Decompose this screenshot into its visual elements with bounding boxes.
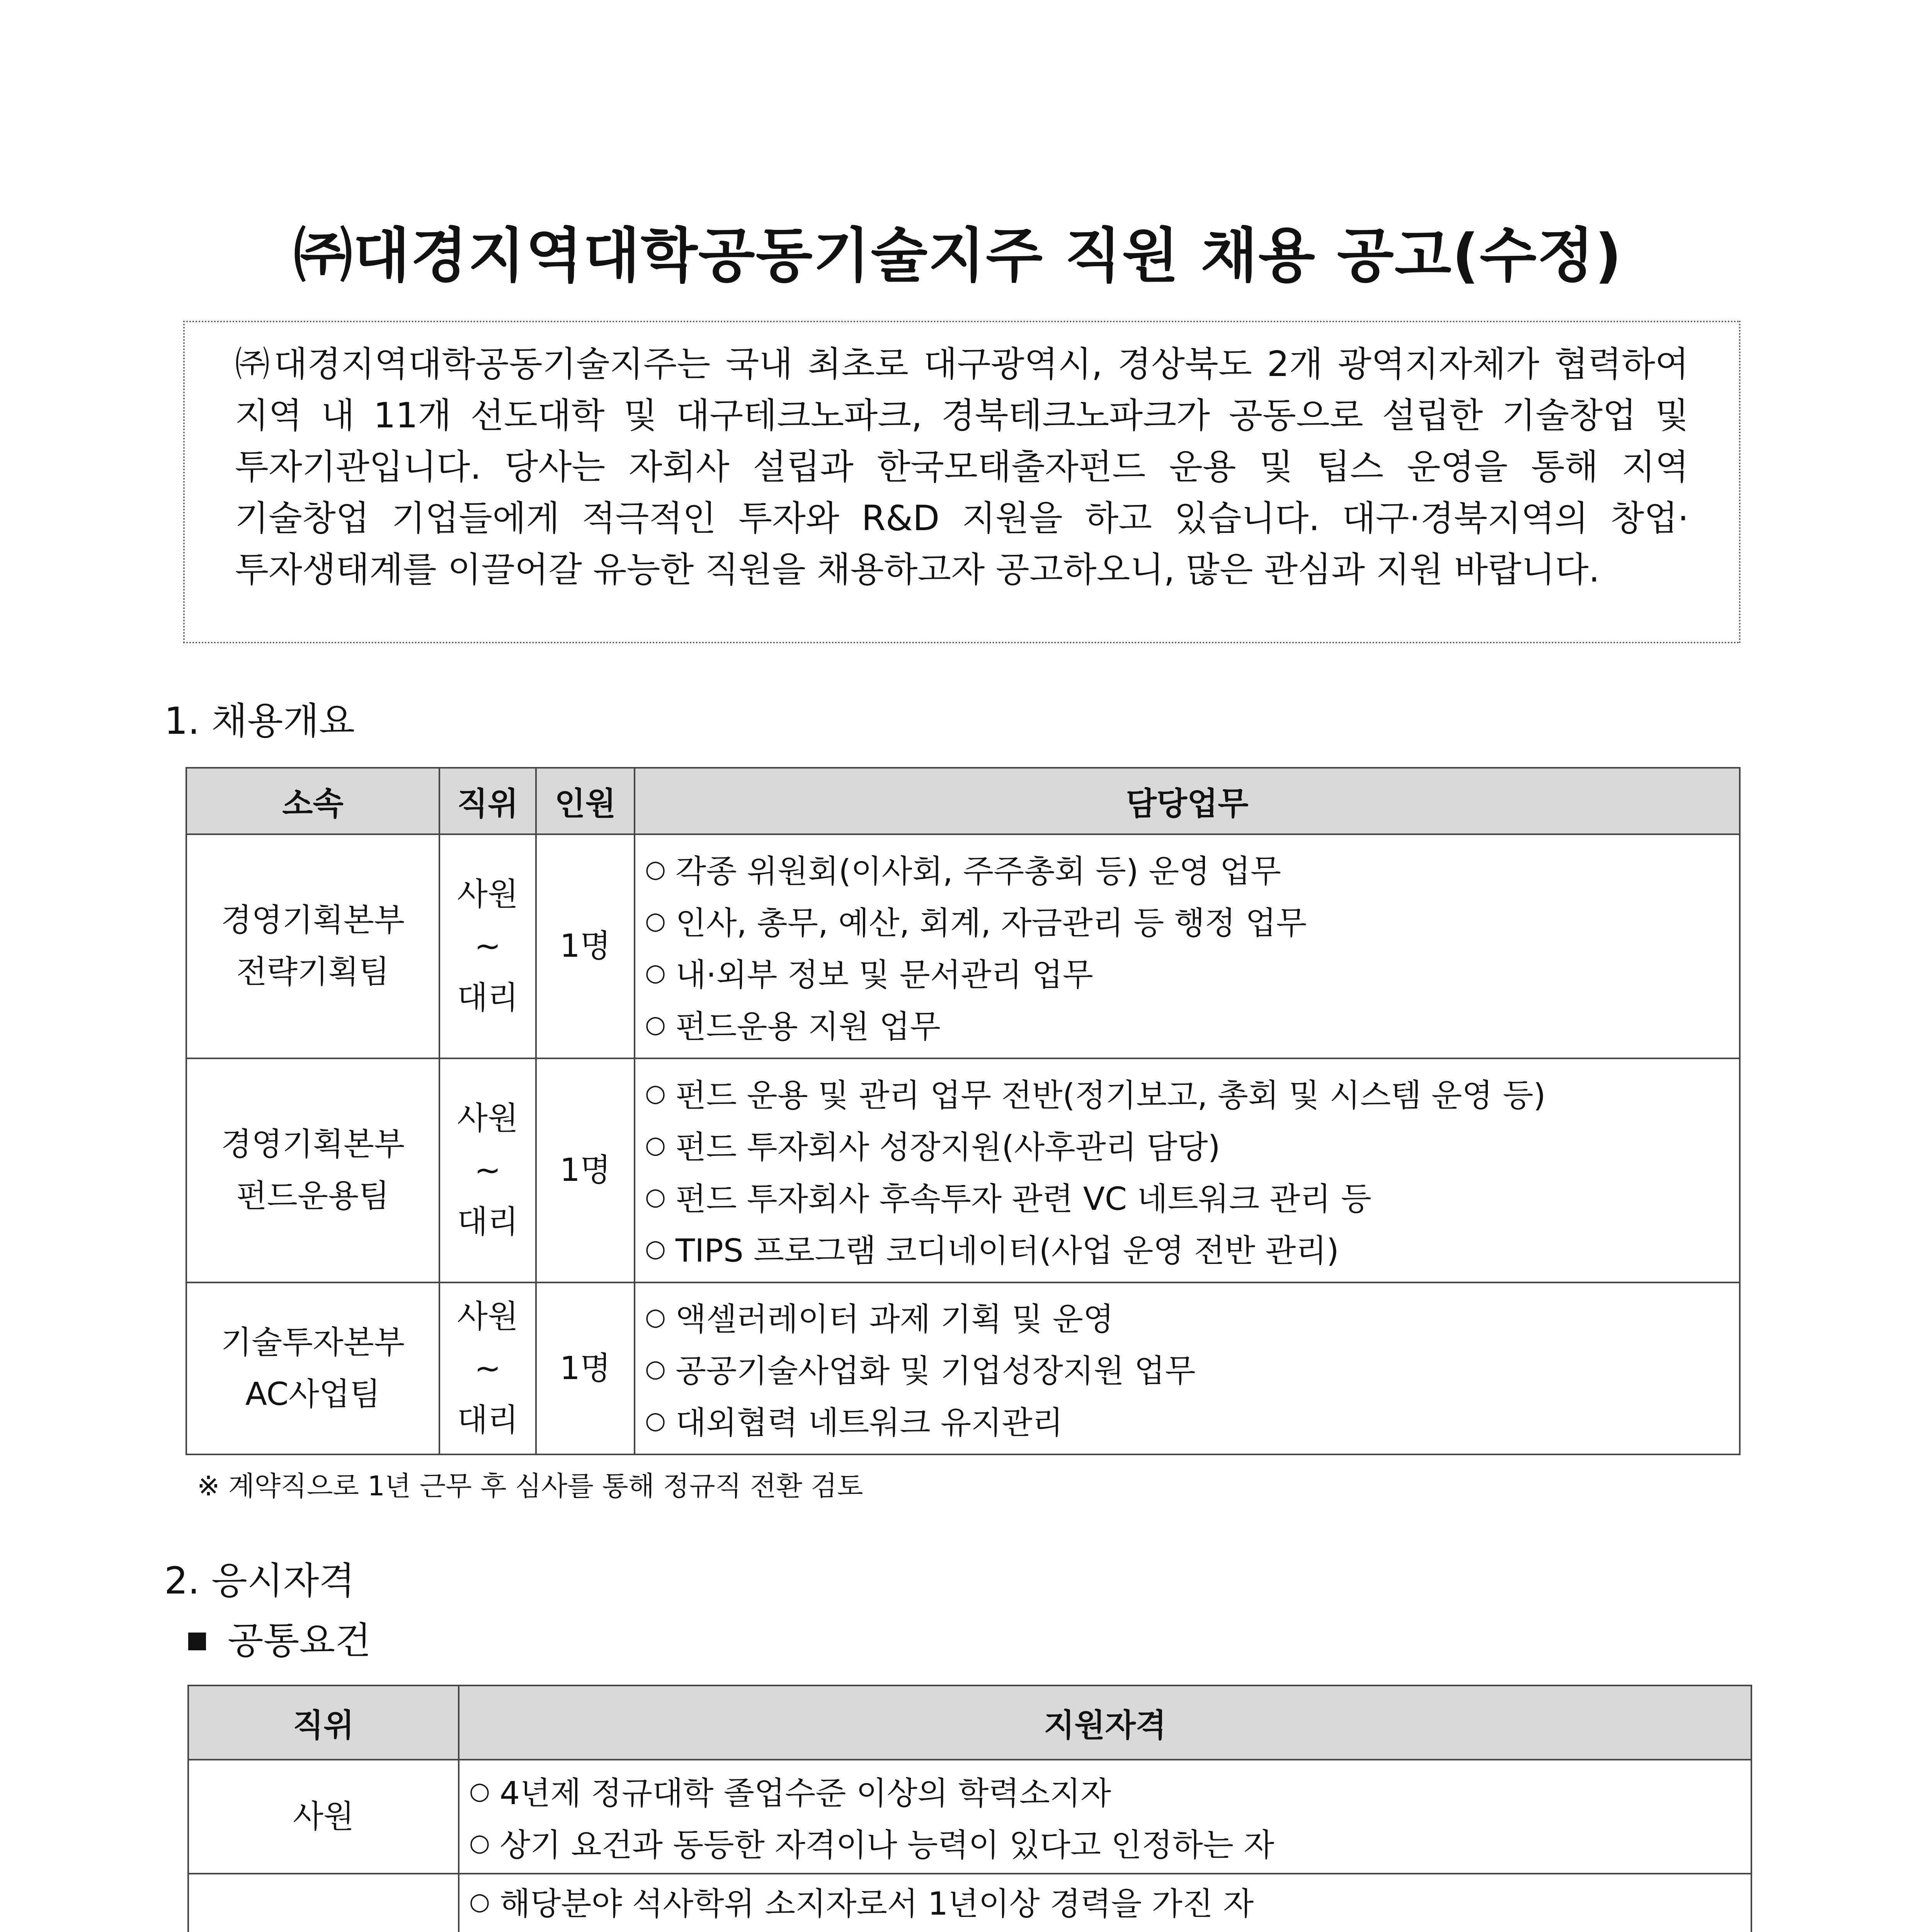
bullet-icon: ○ (645, 906, 666, 935)
list-item: ○ 상기 요건과 동등한 자격이나 능력이 있다고 인정하는 자 (459, 1817, 1751, 1869)
bullet-icon: ○ (645, 854, 666, 883)
headcount: 1명 (536, 834, 635, 1058)
list-item: ○ 인사, 총무, 예산, 회계, 자금관리 등 행정 업무 (635, 895, 1739, 946)
bullet-icon: ○ (645, 1303, 666, 1331)
table-row (188, 1874, 1751, 1932)
bullet-icon: ○ (645, 1406, 666, 1434)
bullet-icon: ○ (469, 1777, 490, 1805)
position-to: 대리 (457, 1401, 519, 1439)
dept-label: 경영기획본부 (221, 1126, 405, 1163)
bullet-icon: ○ (645, 1182, 666, 1211)
bullet-icon: ○ (469, 1828, 490, 1857)
bullet-icon: ○ (645, 1234, 666, 1262)
list-item: ○ 4년제 정규대학 졸업수준 이상의 학력소지자 (459, 1765, 1751, 1817)
list-item: ○ 펀드운용 지원 업무 (635, 998, 1739, 1050)
common-req-heading: 공통요건 (188, 1611, 371, 1664)
dept-label: 경영기획본부 (221, 902, 405, 939)
bullet-icon: ○ (645, 1078, 666, 1107)
section1-heading: 1. 채용개요 (164, 699, 355, 743)
team-label: 펀드운용팀 (236, 1178, 390, 1214)
col-header-duties: 담당업무 (635, 768, 1740, 834)
table-row (186, 834, 1740, 1058)
list-item: ○ 액셀러레이터 과제 기획 및 운영 (635, 1291, 1739, 1343)
section2-heading: 2. 응시자격 (164, 1559, 355, 1602)
position-label (188, 1874, 459, 1932)
position-range: ~ (474, 1152, 501, 1189)
intro-text: ㈜대경지역대학공동기술지주는 국내 최초로 대구광역시, 경상북도 2개 광역지자체가 협력하여 지역 내 11개 선도대학 및 대구테크노파크, 경북테크노파크가 공동으로 설립한 기술창업 및 투자기관입니다. 당사는 자회사 설립과 한국모태출자펀드 운용 및 팁스 운영을 통해 지역 기술창업 기업들에게 적극적인 투자와 R&D 지원을 하고 있습니다. 대구·경북지역의 창업·투자생태계를 이끌어갈 유능한 직원을 채용하고자 공고하오니, 많은 관심과 지원 바랍니다. (235, 344, 1689, 590)
bullet-icon: ○ (645, 958, 666, 986)
position-to: 대리 (457, 1204, 519, 1240)
bullet-icon: ○ (645, 1130, 666, 1159)
col-header-dept: 소속 (186, 768, 439, 834)
bullet-icon: ○ (469, 1887, 490, 1915)
list-item: ○ 공공기술사업화 및 기업성장지원 업무 (635, 1343, 1739, 1395)
list-item: ○ 각종 위원회(이사회, 주주총회 등) 운영 업무 (635, 843, 1739, 895)
table-row (188, 1760, 1751, 1874)
contract-note: ※ 계약직으로 1년 근무 후 심사를 통해 정규직 전환 검토 (197, 1470, 863, 1502)
list-item: ○ 대외협력 네트워크 유지관리 (635, 1395, 1739, 1446)
headcount: 1명 (536, 1058, 635, 1282)
team-label: 전략기획팀 (236, 954, 390, 990)
dept-label: 기술투자본부 (221, 1324, 405, 1361)
bullet-icon: ○ (645, 1010, 666, 1038)
col-header-qualification: 지원자격 (459, 1685, 1751, 1760)
col-header-headcount: 인원 (536, 768, 635, 834)
position-from: 사원 (457, 876, 519, 913)
headcount: 1명 (536, 1282, 635, 1454)
position-range: ~ (474, 928, 501, 964)
qualification-table (187, 1685, 1752, 1932)
intro-box (183, 321, 1741, 643)
team-label: AC사업팀 (245, 1376, 381, 1413)
table-row (186, 1058, 1740, 1282)
position-range: ~ (474, 1350, 501, 1387)
col-header-position: 직위 (188, 1685, 459, 1760)
page-title: ㈜대경지역대학공동기술지주 직원 채용 공고(수정) (293, 221, 1623, 290)
position-from: 사원 (457, 1100, 519, 1137)
position-to: 대리 (457, 980, 519, 1016)
list-item: ○ 펀드 운용 및 관리 업무 전반(정기보고, 총회 및 시스템 운영 등) (635, 1067, 1739, 1119)
list-item: ○ 펀드 투자회사 성장지원(사후관리 담당) (635, 1119, 1739, 1170)
list-item (459, 1927, 1751, 1932)
bullet-icon: ○ (645, 1354, 666, 1383)
square-bullet-icon (188, 1633, 206, 1650)
list-item: ○ 펀드 투자회사 후속투자 관련 VC 네트워크 관리 등 (635, 1170, 1739, 1222)
recruit-overview-table (185, 767, 1741, 1455)
list-item: ○ 해당분야 석사학위 소지자로서 1년이상 경력을 가진 자 (459, 1875, 1751, 1927)
position-from: 사원 (457, 1298, 519, 1335)
list-item: ○ 내·외부 정보 및 문서관리 업무 (635, 946, 1739, 998)
list-item: ○ TIPS 프로그램 코디네이터(사업 운영 전반 관리) (635, 1222, 1739, 1274)
position-label: 사원 (188, 1760, 459, 1874)
table-row (186, 1282, 1740, 1454)
col-header-position: 직위 (439, 768, 536, 834)
